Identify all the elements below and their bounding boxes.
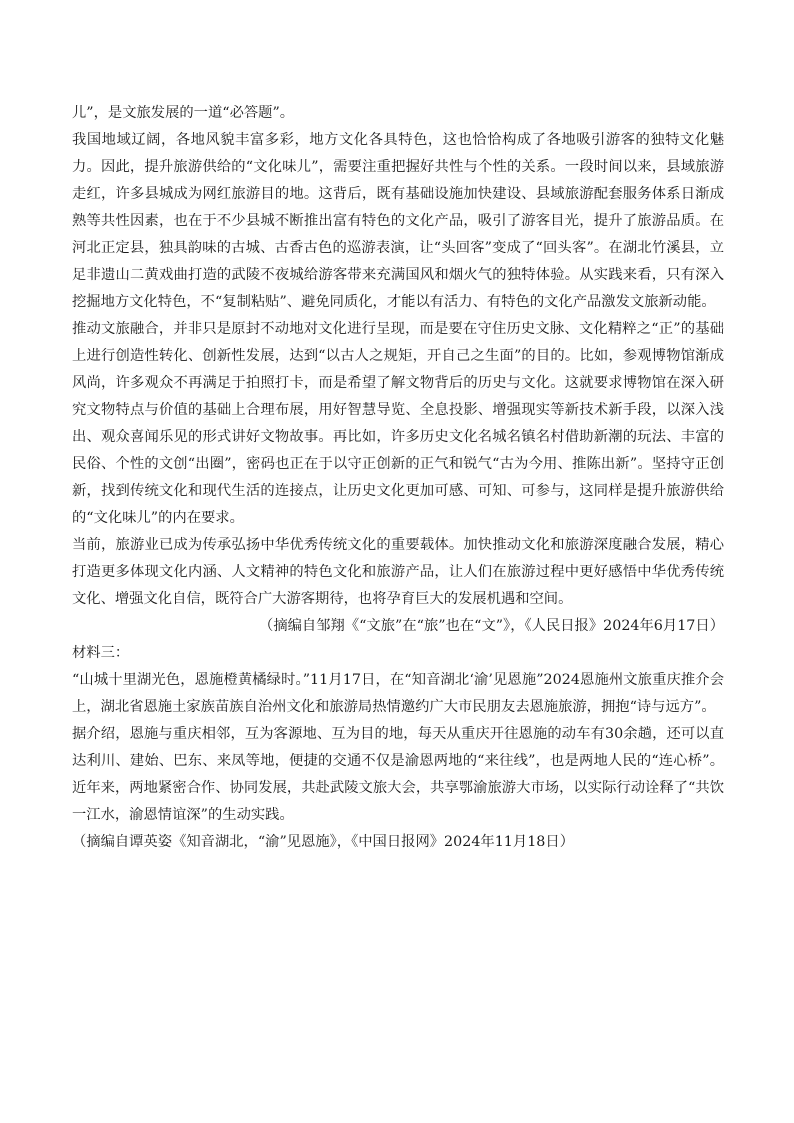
source-citation-2: （摘编自邹翔《“文旅”在“旅”也在“文”》，《人民日报》2024年6月17日） (259, 618, 724, 634)
paragraph-local-culture: 我国地域辽阔，各地风貌丰富多彩，地方文化各具特色，这也恰恰构成了各地吸引游客的独特文化魅力。因此，提升旅游供给的“文化味儿”，需要注重把握好共性与个性的关系。一段时间以来，县域旅游走红，许多县城成为网红旅游目的地。这背后，既有基础设施加快建设、县域旅游配套服务体系日渐成熟等共性因素，也在于不少县城不断推出富有特色的文化产品，吸引了游客目光，提升了旅游品质。在河北正定县，独具韵味的古城、古香古色的巡游表演，让“头回客”变成了“回头客”。在湖北竹溪县，立足非遗山二黄戏曲打造的武陵不夜城给游客带来充满国风和烟火气的独特体验。从实践来看，只有深入挖掘地方文化特色，不“复制粘贴”、避免同质化，才能以有活力、有特色的文化产品激发文旅新动能。 (72, 132, 724, 310)
paragraph-enshi-promo: “山城十里湖光色，恩施橙黄橘绿时。”11月17日，在“知音湖北‘渝’见恩施”2024恩施州文旅重庆推介会上，湖北省恩施土家族苗族自治州文化和旅游局热情邀约广大市民朋友去恩施旅游，拥抱“诗与远方”。 (72, 672, 724, 715)
paragraph-enshi-chongqing: 据介绍，恩施与重庆相邻，互为客源地、互为目的地，每天从重庆开往恩施的动车有30余趟，还可以直达利川、建始、巴东、来凤等地，便捷的交通不仅是渝恩两地的“来往线”，也是两地人民的“连心桥”。近年来，两地紧密合作、协同发展，共赴武陵文旅大会，共享鄂渝旅游大市场，以实际行动诠释了“共饮一江水，渝恩情谊深”的生动实践。 (72, 726, 725, 823)
paragraph-innovation: 推动文旅融合，并非只是原封不动地对文化进行呈现，而是要在守住历史文脉、文化精粹之“正”的基础上进行创造性转化、创新性发展，达到“以古人之规矩，开自己之生面”的目的。比如，参观博物馆渐成风尚，许多观众不再满足于拍照打卡，而是希望了解文物背后的历史与文化。这就要求博物馆在深入研究文物特点与价值的基础上合理布展，用好智慧导览、全息投影、增强现实等新技术新手段，以深入浅出、观众喜闻乐见的形式讲好文物故事。再比如，许多历史文化名城名镇名村借助新潮的玩法、丰富的民俗、个性的文创“出圈”，密码也正在于以守正创新的正气和锐气“古为今用、推陈出新”。坚持守正创新，找到传统文化和现代生活的连接点，让历史文化更加可感、可知、可参与，这同样是提升旅游供给的“文化味儿”的内在要求。 (72, 321, 724, 526)
material-3-heading: 材料三： (72, 645, 130, 661)
article-body (72, 100, 724, 856)
paragraph-continuation: 儿”，是文旅发展的一道“必答题”。 (72, 105, 295, 121)
source-citation-3: （摘编自谭英姿《知音湖北，“渝”见恩施》，《中国日报网》2024年11月18日） (72, 834, 574, 850)
paragraph-conclusion: 当前，旅游业已成为传承弘扬中华优秀传统文化的重要载体。加快推动文化和旅游深度融合发展，精心打造更多体现文化内涵、人文精神的特色文化和旅游产品，让人们在旅游过程中更好感悟中华优秀传统文化、增强文化自信，既符合广大游客期待，也将孕育巨大的发展机遇和空间。 (72, 537, 724, 607)
